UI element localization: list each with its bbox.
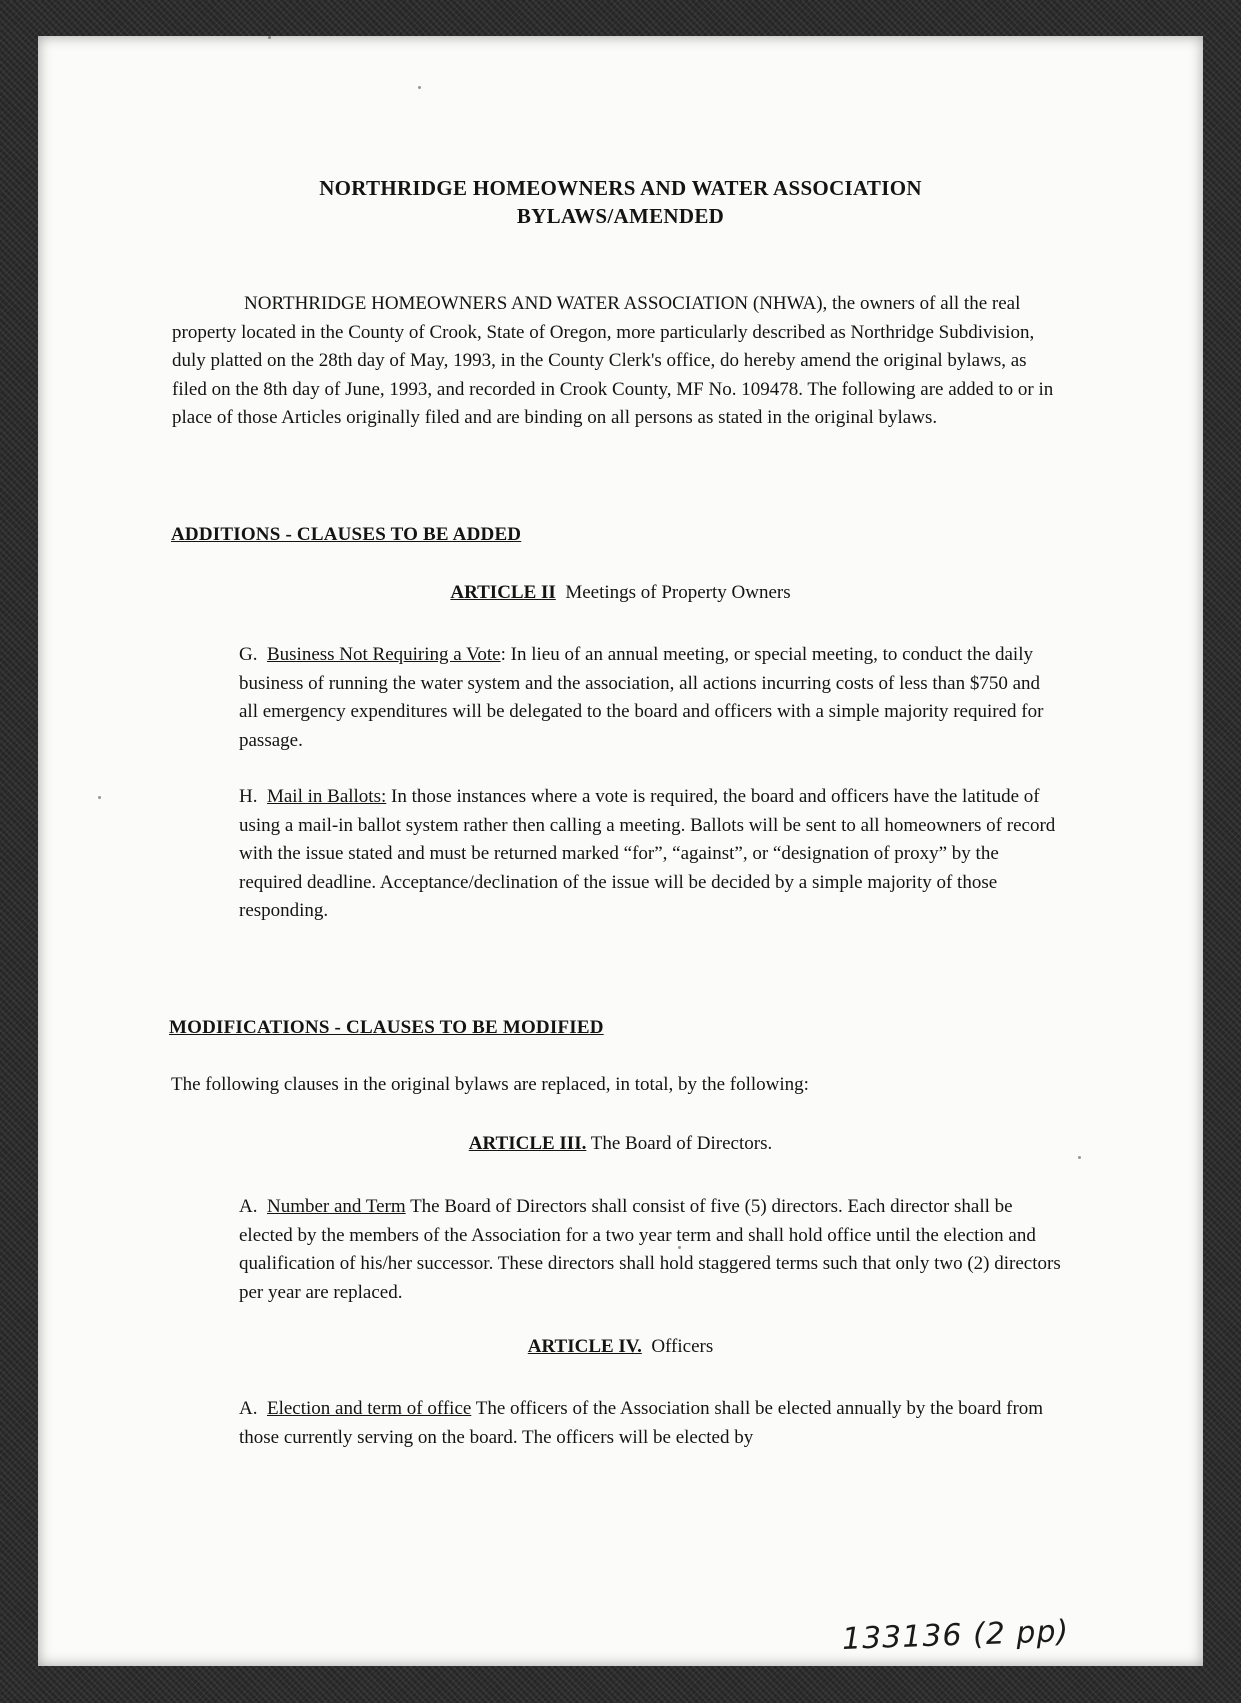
- article-title: The Board of Directors.: [586, 1133, 773, 1154]
- clause-title: Number and Term: [266, 1196, 406, 1217]
- modifications-intro: The following clauses in the original bylaws are replaced, in total, by the following:: [171, 1074, 809, 1095]
- article-label: ARTICLE IV.: [527, 1336, 642, 1357]
- scan-speck: [98, 796, 101, 799]
- handwritten-note: 133136 (2 pp): [841, 1614, 1070, 1657]
- modifications-heading: MODIFICATIONS - CLAUSES TO BE MODIFIED: [169, 1017, 604, 1038]
- article-iii-heading: [0, 1133, 1241, 1155]
- clause-letter: A.: [239, 1398, 258, 1419]
- article-ii-heading: [0, 582, 1241, 604]
- article-title: Officers: [651, 1336, 714, 1357]
- document-title: NORTHRIDGE HOMEOWNERS AND WATER ASSOCIATION: [319, 176, 922, 200]
- article-iv-heading: [0, 1336, 1241, 1358]
- clause-text: : In lieu of an annual meeting, or special meeting, to conduct the daily business of running the water system and the association, all actions incurring costs of less than $750 and all emergency expenditures will be delegated to the board and officers with a simple majority required for passage.: [239, 644, 1044, 751]
- document-subtitle: BYLAWS/AMENDED: [516, 204, 725, 228]
- clause-title: Business Not Requiring a Vote: [266, 644, 501, 665]
- article-label: ARTICLE II: [450, 582, 556, 603]
- article-title: Meetings of Property Owners: [565, 582, 791, 603]
- scan-speck: [268, 36, 271, 39]
- clause-letter: G.: [239, 644, 258, 665]
- clause-h: [239, 783, 1061, 926]
- scan-speck: [1078, 1156, 1081, 1159]
- clause-text: The Board of Directors shall consist of five (5) directors. Each director shall be elected by the members of the Association for a two year term and shall hold office until the election and qualification of his/her successor. These directors shall hold staggered terms such that only two (2) directors per year are replaced.: [239, 1196, 1061, 1303]
- clause-text: The officers of the Association shall be elected annually by the board from those currently serving on the board. The officers will be elected by: [239, 1398, 1044, 1448]
- clause-text: In those instances where a vote is required, the board and officers have the latitude of using a mail-in ballot system rather then calling a meeting. Ballots will be sent to all homeowners of record with the issue stated and must be returned marked “for”, “against”, or “designation of proxy” by the required deadline. Acceptance/declination of the issue will be decided by a simple majority of those responding.: [239, 786, 1056, 921]
- intro-paragraph: NORTHRIDGE HOMEOWNERS AND WATER ASSOCIATION (NHWA), the owners of all the real property located in the County of Crook, State of Oregon, more particularly described as Northridge Subdivision, duly platted on the 28th day of May, 1993, in the County Clerk's office, do hereby amend the original bylaws, as filed on the 8th day of June, 1993, and recorded in Crook County, MF No. 109478. The following are added to or in place of those Articles originally filed and are binding on all persons as stated in the original bylaws.: [172, 293, 1054, 428]
- clause-a-board: [239, 1193, 1061, 1307]
- article-label: ARTICLE III.: [468, 1133, 587, 1154]
- clause-title: Mail in Ballots:: [266, 786, 387, 807]
- additions-heading: ADDITIONS - CLAUSES TO BE ADDED: [171, 524, 522, 545]
- clause-letter: A.: [239, 1196, 258, 1217]
- clause-letter: H.: [239, 786, 258, 807]
- clause-g: [239, 641, 1061, 755]
- scan-speck: [418, 86, 421, 89]
- clause-title: Election and term of office: [266, 1398, 472, 1419]
- clause-a-officers: [239, 1395, 1061, 1452]
